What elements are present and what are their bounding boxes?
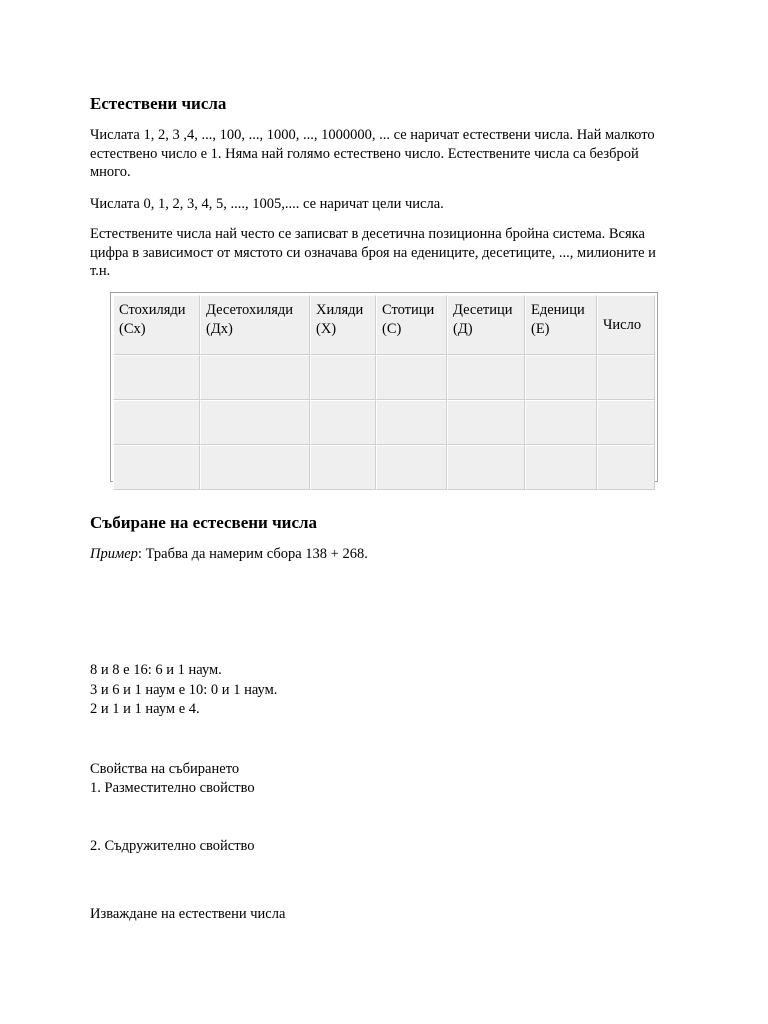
table-row <box>113 355 655 400</box>
section-title-addition: Събиране на естесвени числа <box>90 513 318 532</box>
place-value-table <box>110 292 658 482</box>
table-cell <box>525 400 597 445</box>
table-cell <box>200 445 310 490</box>
header-hundred-thousands: Стохиляди (Сх) <box>113 295 200 355</box>
table-cell <box>376 445 447 490</box>
example-line <box>90 545 368 564</box>
table-cell <box>113 400 200 445</box>
table-row <box>113 445 655 490</box>
paragraph-natural-numbers-definition: Числата 1, 2, 3 ,4, ..., 100, ..., 1000, ..., 1000000, ... се наричат естествени числа. Най малкото естествено число е 1. Няма най голямо естествено число. Естествените числа са безброй много. <box>90 127 655 180</box>
table-cell <box>525 355 597 400</box>
table-row <box>113 400 655 445</box>
header-ten-thousands: Десетохиляди (Дх) <box>200 295 310 355</box>
addition-step: 8 и 8 е 16: 6 и 1 наум. <box>90 662 222 678</box>
table-cell <box>200 355 310 400</box>
table-cell <box>447 400 525 445</box>
table-cell <box>310 400 376 445</box>
example-text: : Трабва да намерим сбора 138 + 268. <box>137 546 368 562</box>
table-cell <box>447 355 525 400</box>
table-cell <box>376 355 447 400</box>
addition-step: 2 и 1 и 1 наум е 4. <box>90 701 200 717</box>
table-cell <box>525 445 597 490</box>
table-cell <box>113 445 200 490</box>
table-cell <box>200 400 310 445</box>
table-cell <box>376 400 447 445</box>
table-cell <box>113 355 200 400</box>
table-cell <box>597 400 655 445</box>
table-cell <box>597 445 655 490</box>
header-number: Число <box>597 295 655 355</box>
addition-step: 3 и 6 и 1 наум е 10: 0 и 1 наум. <box>90 682 278 698</box>
paragraph-positional-system: Естествените числа най често се записват в десетична позиционна бройна система. Всяка цифра в зависимост от мястото си означава броя на едениците, десетиците, ..., милионите и т.н. <box>90 226 656 279</box>
section-title-natural-numbers: Естествени числа <box>90 94 227 113</box>
table-cell <box>447 445 525 490</box>
table-header-row <box>113 295 655 355</box>
properties-heading: Свойства на събирането <box>90 761 240 777</box>
header-tens: Десетици (Д) <box>447 295 525 355</box>
paragraph-integers-definition: Числата 0, 1, 2, 3, 4, 5, ...., 1005,.... се наричат цели числа. <box>90 196 444 212</box>
header-thousands: Хиляди (Х) <box>310 295 376 355</box>
example-label: Пример <box>90 546 138 562</box>
table-cell <box>597 355 655 400</box>
header-units: Еденици (Е) <box>525 295 597 355</box>
subtraction-heading: Изваждане на естествени числа <box>90 906 286 922</box>
header-hundreds: Стотици (С) <box>376 295 447 355</box>
table-cell <box>310 355 376 400</box>
table-cell <box>310 445 376 490</box>
property-associative: 2. Съдружително свойство <box>90 838 255 854</box>
property-commutative: 1. Разместително свойство <box>90 780 255 796</box>
